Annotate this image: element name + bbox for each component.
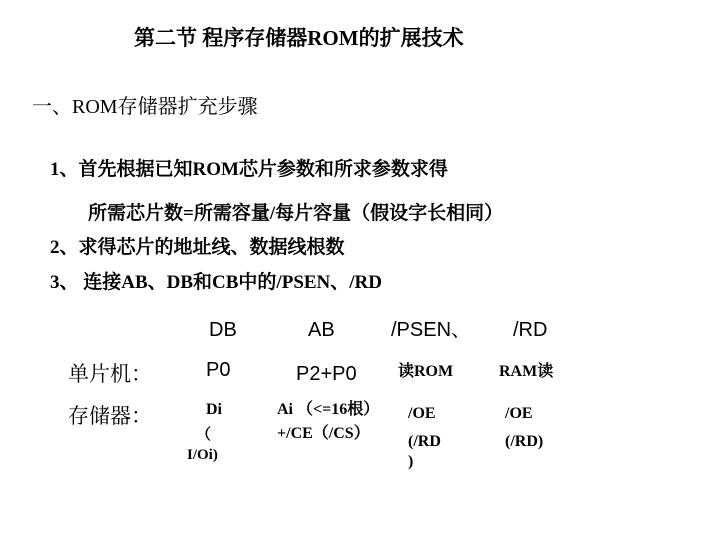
memory-psen-value: /OE xyxy=(408,405,436,422)
table-header-psen: /PSEN、 xyxy=(391,319,472,341)
memory-ab-chip-select: +/CE（/CS） xyxy=(277,425,370,442)
row-label-mcu: 单片机： xyxy=(68,362,152,386)
memory-db-paren: （ xyxy=(196,427,212,443)
row-label-memory: 存储器： xyxy=(68,404,152,428)
step-1: 1、首先根据已知ROM芯片参数和所求参数求得 xyxy=(50,159,448,180)
memory-psen-alt-close: ) xyxy=(408,453,414,470)
memory-db-io: I/Oi) xyxy=(187,447,218,463)
memory-ab-value: Ai （<=16根） xyxy=(277,401,380,418)
step-1-continuation: 所需芯片数=所需容量/每片容量（假设字长相同） xyxy=(88,203,504,224)
memory-psen-alt: (/RD xyxy=(408,433,441,450)
mcu-db-value: P0 xyxy=(206,359,231,381)
section-title: 第二节 程序存储器ROM的扩展技术 xyxy=(134,26,464,50)
step-3: 3、 连接AB、DB和CB中的/PSEN、/RD xyxy=(50,272,382,293)
mcu-ab-value: P2+P0 xyxy=(296,363,357,385)
mcu-psen-value: 读ROM xyxy=(398,363,454,380)
memory-rd-alt: (/RD) xyxy=(505,433,544,450)
memory-db-value: Di xyxy=(206,401,222,418)
table-header-db: DB xyxy=(209,319,237,341)
step-2: 2、求得芯片的地址线、数据线根数 xyxy=(50,237,345,258)
mcu-rd-value: RAM读 xyxy=(499,363,554,380)
table-header-ab: AB xyxy=(308,319,335,341)
table-header-rd: /RD xyxy=(513,319,548,341)
memory-rd-value: /OE xyxy=(505,405,533,422)
subheading: 一、ROM存储器扩充步骤 xyxy=(32,96,258,118)
